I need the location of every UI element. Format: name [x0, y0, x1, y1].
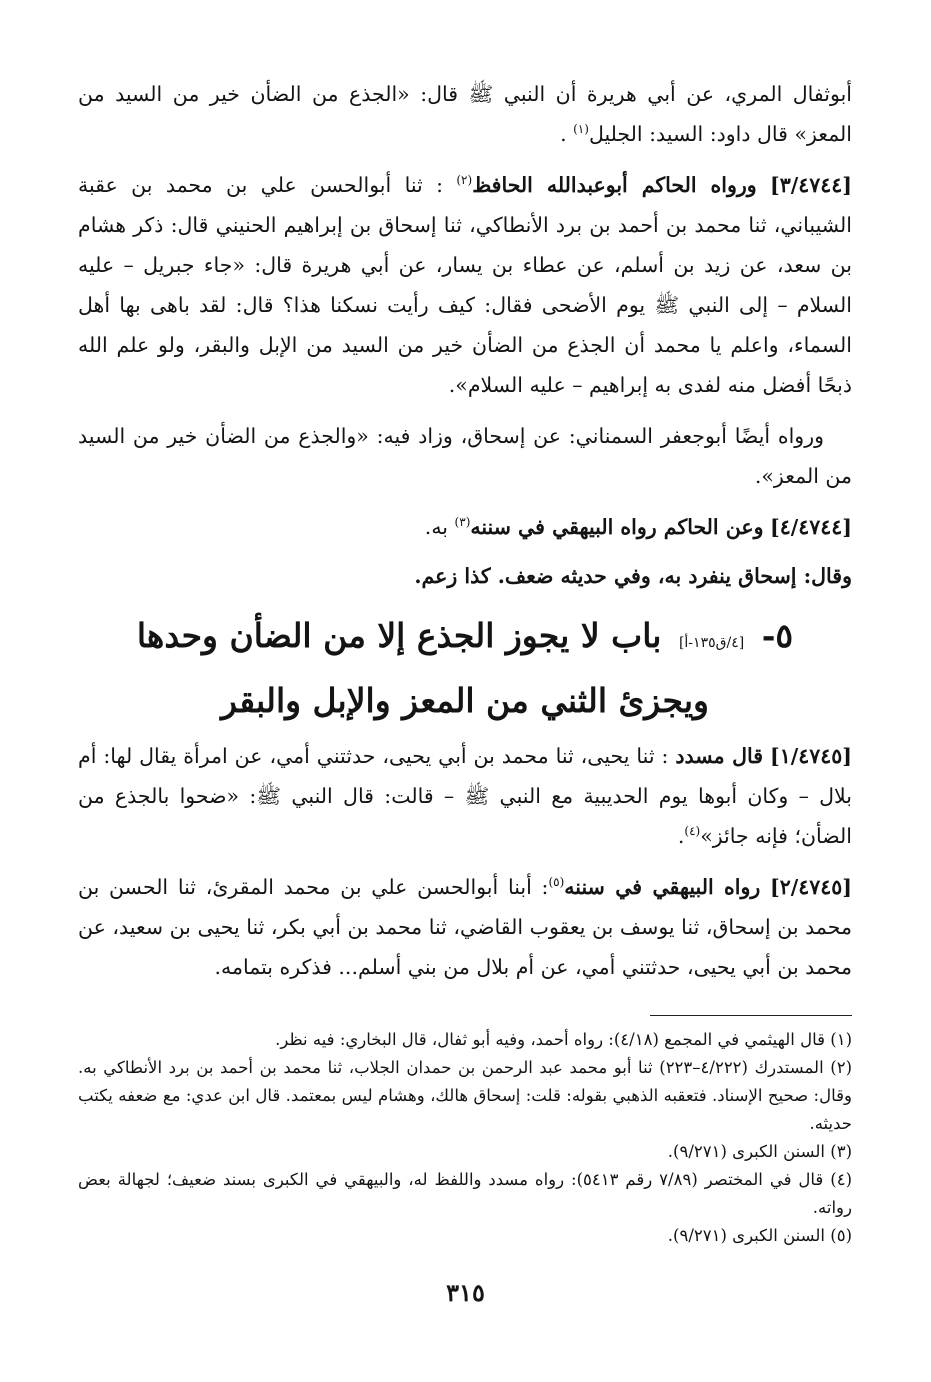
footnote-number: (١)	[830, 1030, 852, 1049]
hadith-ref-1-4745: [١/٤٧٤٥]	[770, 744, 852, 768]
footnote-text: قال الهيثمي في المجمع (٤/١٨): رواه أحمد، وفيه أبو ثفال، قال البخاري: فيه نظر.	[275, 1030, 825, 1049]
paragraph-1-text: أبوثفال المري، عن أبي هريرة أن النبي ﷺ قال: «الجذع من الضأن خير من السيد من المعز» قال داود: السيد: الجليل	[78, 82, 852, 146]
paragraph-7-lead: رواه البيهقي في سننه	[564, 875, 761, 899]
hadith-ref-4-4744: [٤/٤٧٤٤]	[770, 515, 852, 539]
footnote-1	[78, 1026, 852, 1054]
paragraph-4	[78, 507, 852, 547]
footnote-text: قال في المختصر (٧/٨٩ رقم ٥٤١٣): رواه مسدد واللفظ له، والبيهقي في الكبرى بسند ضعيف؛ لجهالة بعض رواته.	[78, 1170, 852, 1217]
paragraph-6-text: : ثنا يحيى، ثنا محمد بن أبي يحيى، حدثتني أمي، عن امرأة يقال لها: أم بلال – وكان أبوها يوم الحديبية مع النبي ﷺ – قالت: قال النبي ﷺ: «ضحوا بالجذع من الضأن؛ فإنه جائز»	[78, 744, 852, 848]
hadith-ref-2-4745: [٢/٤٧٤٥]	[770, 875, 852, 899]
chapter-title-line-1: باب لا يجوز الجذع إلا من الضأن وحدها	[136, 616, 662, 655]
paragraph-6-lead: قال مسدد	[675, 744, 764, 768]
paragraph-2	[78, 165, 852, 405]
footnote-3	[78, 1138, 852, 1166]
manuscript-location: [٤/ق١٣٥-أ]	[678, 635, 745, 651]
chapter-heading	[78, 607, 852, 730]
footnote-text: المستدرك (٤/٢٢٢–٢٢٣) ثنا أبو محمد عبد الرحمن بن حمدان الجلاب، ثنا محمد بن أحمد بن برد الأنطاكي به. وقال: صحيح الإسناد. فتعقبه الذهبي بقوله: قلت: إسحاق هالك، وهشام ليس بمعتمد. قال ابن عدي: مع ضعفه يكتب حديثه.	[78, 1058, 852, 1133]
footnote-number: (٤)	[830, 1170, 852, 1189]
footnote-ref-5: (٥)	[548, 875, 565, 890]
footnotes	[78, 1026, 852, 1250]
footnote-number: (٥)	[830, 1226, 852, 1245]
paragraph-5: وقال: إسحاق ينفرد به، وفي حديثه ضعف. كذا زعم.	[414, 564, 852, 588]
footnote-ref-4: (٤)	[684, 824, 701, 839]
chapter-heading-line-1	[78, 607, 852, 672]
chapter-title-line-2: ويجزئ الثني من المعز والإبل والبقر	[221, 681, 709, 720]
footnote-ref-1: (١)	[573, 122, 589, 137]
paragraph-2-lead: ورواه الحاكم أبوعبدالله الحافظ	[472, 173, 757, 197]
paragraph-7	[78, 867, 852, 987]
footnote-number: (٢)	[830, 1058, 852, 1077]
footnote-separator	[650, 1015, 852, 1016]
page-number: ٣١٥	[446, 1278, 485, 1307]
paragraph-7-text: : أبنا أبوالحسن علي بن محمد المقرئ، ثنا الحسن بن محمد بن إسحاق، ثنا يوسف بن يعقوب القاضي، ثنا محمد بن أبي بكر، ثنا يحيى بن سعيد، عن محمد بن أبي يحيى، حدثتني أمي، عن أم بلال من بني أسلم... فذكره بتمامه.	[78, 875, 852, 979]
hadith-ref-3-4744: [٣/٤٧٤٤]	[770, 173, 852, 197]
chapter-number: ٥-	[761, 616, 794, 655]
footnote-text: السنن الكبرى (٩/٢٧١).	[667, 1226, 825, 1245]
paragraph-2-text: : ثنا أبوالحسن علي بن محمد بن عقبة الشيباني، ثنا محمد بن أحمد بن برد الأنطاكي، ثنا إسحاق بن إبراهيم الحنيني قال: ذكر هشام بن سعد، عن زيد بن أسلم، عن عطاء بن يسار، عن أبي هريرة قال: «جاء جبريل – عليه السلام – إلى النبي ﷺ يوم الأضحى فقال: كيف رأيت نسكنا هذا؟ قال: لقد باهى بها أهل السماء، واعلم يا محمد أن الجذع من الضأن خير من السيد من الإبل والبقر، ولو علم الله ذبحًا أفضل منه لفدى به إبراهيم – عليه السلام».	[78, 173, 852, 397]
footnote-4	[78, 1166, 852, 1222]
footnote-number: (٣)	[830, 1142, 852, 1161]
paragraph-4-lead: وعن الحاكم رواه البيهقي في سننه	[470, 515, 764, 539]
footnote-ref-2: (٢)	[456, 173, 473, 188]
footnote-ref-3: (٣)	[454, 515, 471, 530]
footnote-5	[78, 1222, 852, 1250]
page-body	[78, 74, 852, 1250]
paragraph-4-text: به.	[424, 515, 449, 539]
footnote-text: السنن الكبرى (٩/٢٧١).	[667, 1142, 825, 1161]
paragraph-3: ورواه أيضًا أبوجعفر السمناني: عن إسحاق، وزاد فيه: «والجذع من الضأن خير من السيد من المعز».	[78, 424, 852, 488]
paragraph-6: [١/٤٧٤٥] قال مسدد : ثنا يحيى، ثنا محمد بن أبي يحيى، حدثتني أمي، عن امرأة يقال لها: أم بلال – وكان أبوها يوم الحديبية مع النبي ﷺ – قالت: قال النبي ﷺ: «ضحوا بالجذع من الضأن؛ فإنه جائز»$^{(٤)}$.	[78, 744, 852, 848]
paragraph-1: أبوثفال المري، عن أبي هريرة أن النبي ﷺ قال: «الجذع من الضأن خير من السيد من المعز» قال داود: السيد: الجليل$^{(١)}$ .	[78, 82, 852, 146]
footnote-2	[78, 1054, 852, 1138]
